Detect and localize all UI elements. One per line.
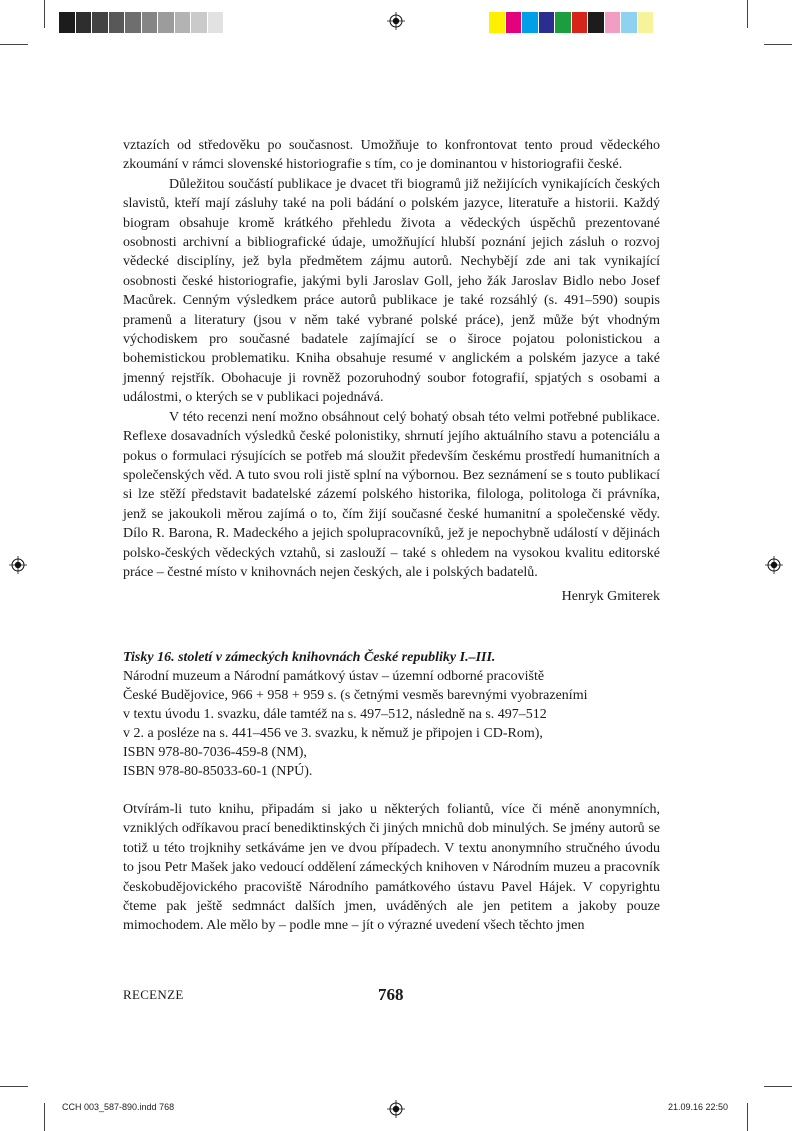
- paragraph: vztazích od středověku po současnost. Umožňuje to konfrontovat tento proud vědeckého zkoumání v rámci slovenské historiografie s tím, co je dominantou v historiografii české.: [123, 138, 660, 173]
- gray-swatch: [142, 12, 159, 33]
- crop-mark: [764, 44, 792, 45]
- gray-swatch: [59, 12, 76, 33]
- crop-mark: [0, 1086, 28, 1087]
- gray-swatch: [208, 12, 225, 33]
- book-detail-line: České Budějovice, 966 + 958 + 959 s. (s četnými vesměs barevnými vyobrazeními: [123, 688, 588, 703]
- slug-file: CCH 003_587-890.indd 768: [62, 1102, 175, 1112]
- color-swatch: [489, 12, 506, 33]
- color-swatch: [572, 12, 589, 33]
- color-bar: [489, 12, 654, 33]
- book-detail-line: ISBN 978-80-85033-60-1 (NPÚ).: [123, 764, 313, 779]
- book-title: Tisky 16. století v zámeckých knihovnách České republiky I.–III.: [123, 650, 496, 665]
- paragraph: Důležitou součástí publikace je dvacet tři biogramů již nežijících vynikajících českých slavistů, kteří mají zásluhy také na poli bádání o polském jazyce, literatuře a historii. Každý biogram obsahuje kromě krátkého přehledu života a vědeckých úspěchů prezentované osobnosti archivní a bibliografické údaje, umožňující hlubší poznání jejich zásluh o rozvoj vědecké disciplíny, jež byla předmětem zájmu autorů. Nechybějí zde ani tak vynikající osobnosti české historiografie, jakými byli Jaroslav Goll, jeho žák Jaroslav Bidlo nebo Josef Macůrek. Cenným výsledkem práce autorů publikace je také rozsáhlý (s. 491–590) soupis pramenů a literatury (jsou v něm také vybrané polské práce), jenž může být vhodným východiskem pro současné badatele zajímající se o široce pojatou polonistickou a bohemistickou problematiku. Kniha obsahuje resumé v anglickém a polském jazyce a také jmenný rejstřík. Obohacuje ji rovněž pozoruhodný soubor fotografií, spjatých s osobami a událostmi, o kterých se v publikaci pojednává.: [123, 176, 660, 406]
- gray-swatch: [175, 12, 192, 33]
- book-entry: [123, 648, 668, 781]
- book-detail-line: v textu úvodu 1. svazku, dále tamtéž na s. 497–512, následně na s. 497–512: [123, 707, 547, 722]
- registration-mark-icon: [387, 1100, 405, 1118]
- registration-mark-icon: [387, 12, 405, 30]
- color-swatch: [638, 12, 655, 33]
- color-swatch: [522, 12, 539, 33]
- registration-mark-icon: [9, 556, 27, 574]
- book-detail-line: ISBN 978-80-7036-459-8 (NM),: [123, 745, 307, 760]
- color-swatch: [539, 12, 556, 33]
- gray-swatch: [191, 12, 208, 33]
- color-swatch: [588, 12, 605, 33]
- review-body: [123, 136, 660, 582]
- color-swatch: [605, 12, 622, 33]
- color-swatch: [621, 12, 638, 33]
- paragraph: V této recenzi není možno obsáhnout celý bohatý obsah této velmi potřebné publikace. Reflexe dosavadních výsledků české polonistiky, shrnutí jejího aktuálního stavu a potenciálu a pokus o formulaci rýsujících se potřeb má sloužit především českému prostředí humanitních a společenských věd. A tuto svou roli jistě splní na výbornou. Bez seznámení se s touto publikací si lze stěží představit badatelské zázemí polského historika, filologa, politologa či právníka, jenž se jakoukoli měrou zajímá o to, čím žijí současné české humanitní a společenské vědy. Dílo R. Barona, R. Madeckého a jejich spolupracovníků, jež je nepochybně událostí v dějinách polsko-českých vědeckých vztahů, si zaslouží – také s ohledem na vysokou kvalitu editorské práce – čestné místo v knihovnách nejen českých, ale i polských badatelů.: [123, 409, 660, 580]
- review-author: Henryk Gmiterek: [561, 589, 660, 604]
- gray-swatch: [125, 12, 142, 33]
- color-swatch: [506, 12, 523, 33]
- registration-mark-icon: [765, 556, 783, 574]
- review2-body: [123, 800, 660, 936]
- crop-mark: [0, 44, 28, 45]
- gray-swatch: [109, 12, 126, 33]
- page-number: 768: [378, 985, 404, 1004]
- slug-date: 21.09.16 22:50: [668, 1102, 729, 1112]
- color-swatch: [555, 12, 572, 33]
- crop-mark: [747, 0, 748, 28]
- crop-mark: [747, 1103, 748, 1131]
- crop-mark: [44, 1103, 45, 1131]
- book-detail-line: v 2. a posléze na s. 441–456 ve 3. svazku, k němuž je připojen i CD-Rom),: [123, 726, 543, 741]
- paragraph: Otvírám-li tuto knihu, připadám si jako u některých foliantů, více či méně anonymních, vzniklých odříkavou prací benediktinských či jiných mnichů dob minulých. Se jmény autorů se totiž u této trojknihy setkáváme jen ve dvou případech. V textu anonymního stručného úvodu to jsou Petr Mašek jako vedoucí oddělení zámeckých knihoven v Národním muzeu a pracovník českobudějovického pracoviště Národního památkového ústavu Pavel Hájek. V copyrightu čteme pak ještě sedmnáct dalších jmen, uváděných ale jen petitem a jakoby pouze mimochodem. Ale mělo by – podle mne – jít o výrazné uvedení všech těchto jmen: [123, 802, 660, 934]
- section-label: RECENZE: [123, 987, 184, 1002]
- grayscale-bar: [59, 12, 224, 33]
- crop-mark: [44, 0, 45, 28]
- gray-swatch: [92, 12, 109, 33]
- crop-mark: [764, 1086, 792, 1087]
- gray-swatch: [76, 12, 93, 33]
- book-detail-line: Národní muzeum a Národní památkový ústav – územní odborné pracoviště: [123, 669, 545, 684]
- gray-swatch: [158, 12, 175, 33]
